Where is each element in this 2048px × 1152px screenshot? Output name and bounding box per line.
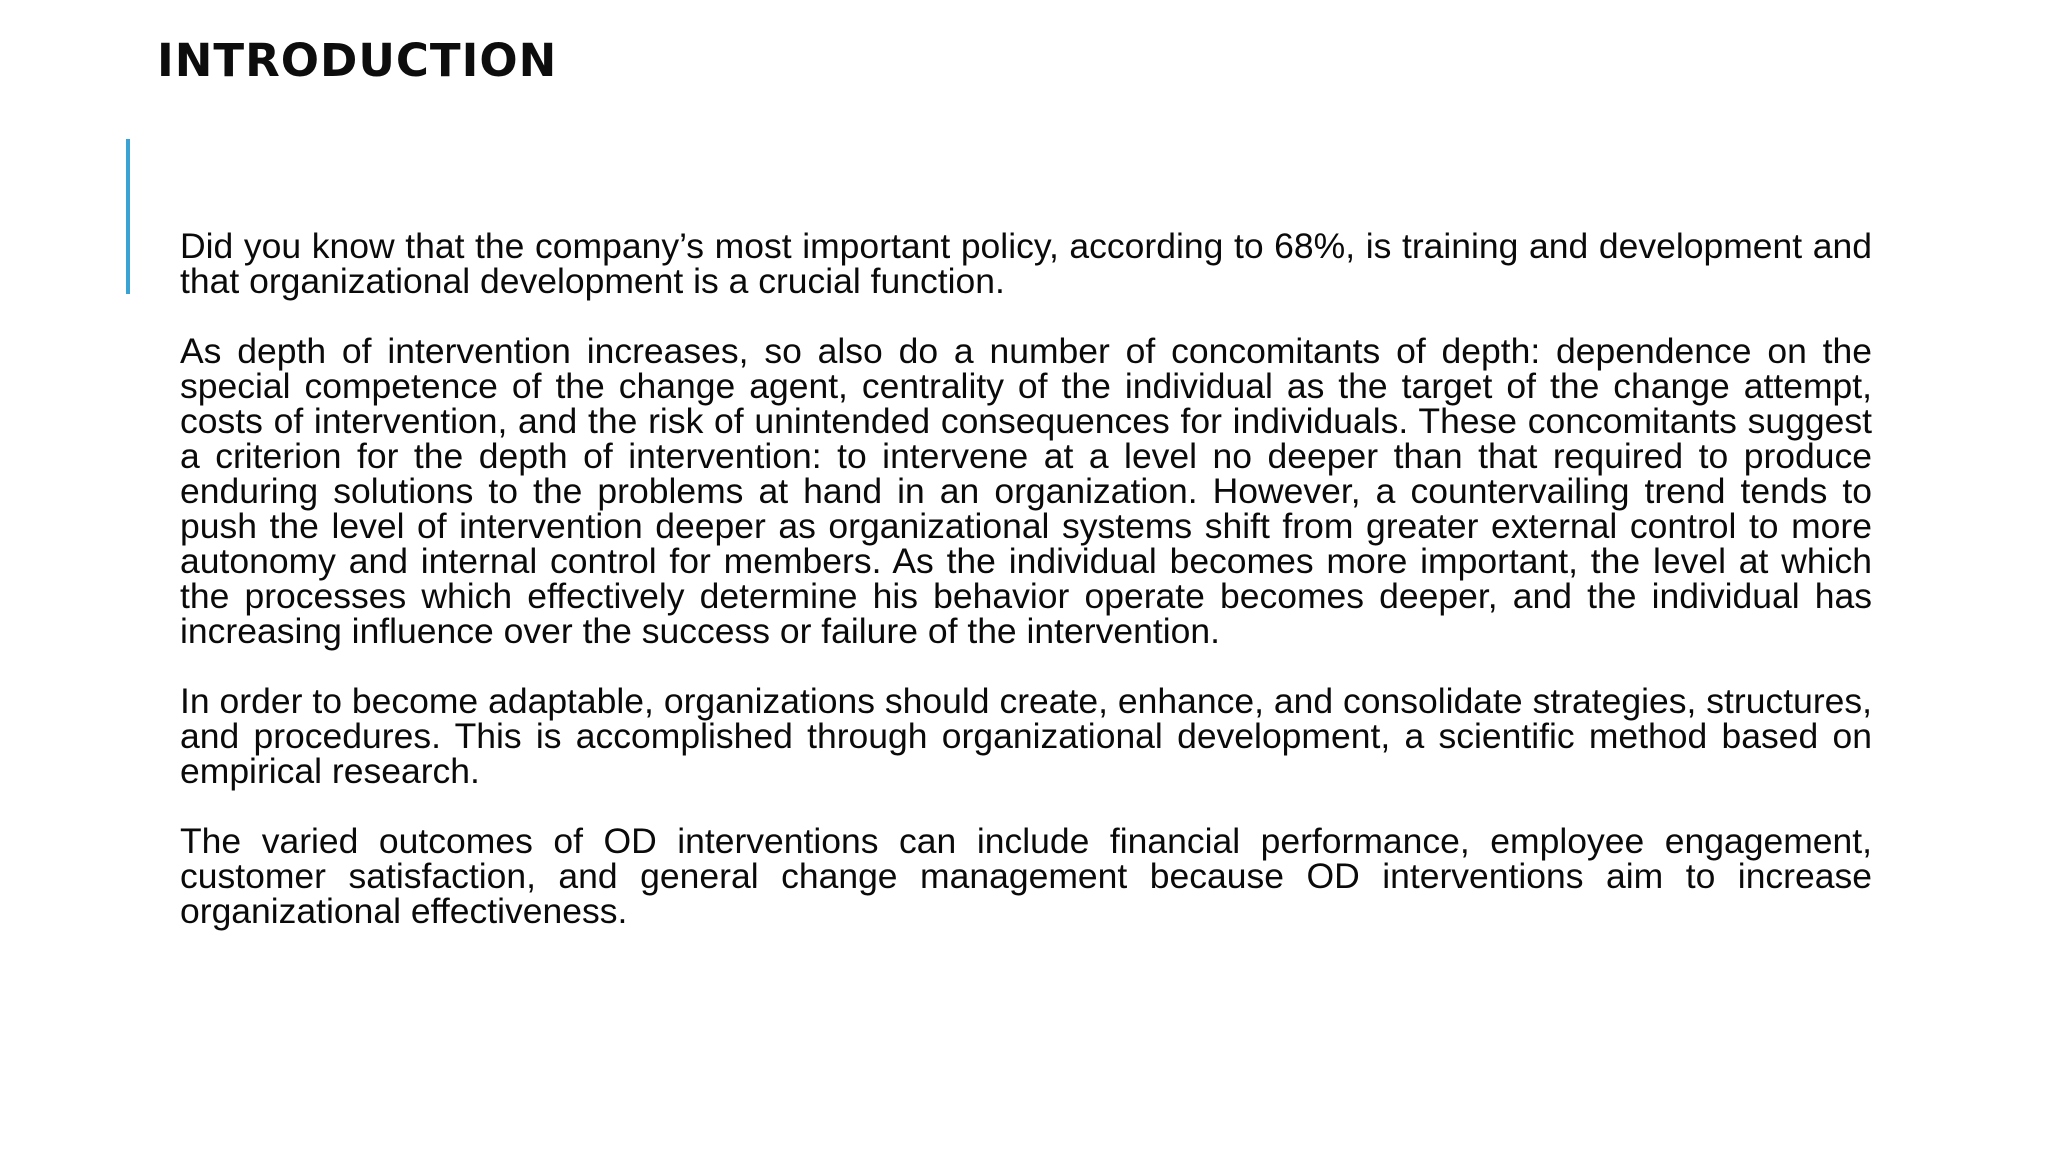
paragraph-od-outcomes: The varied outcomes of OD interventions can include financial performance, employee engagement, customer satisfaction, and general change management because OD interventions aim to increase organizational effectiveness. bbox=[180, 821, 1872, 931]
slide-title: INTRODUCTION bbox=[157, 34, 558, 87]
paragraph-depth-of-intervention: As depth of intervention increases, so also do a number of concomitants of depth: dependence on the special competence of the change agent, centrality of the individual as the target of the change attempt, costs of intervention, and the risk of unintended consequences for individuals. These concomitants suggest a criterion for the depth of intervention: to intervene at a level no deeper than that required to produce enduring solutions to the problems at hand in an organization. However, a countervailing trend tends to push the level of intervention deeper as organizational systems shift from greater external control to more autonomy and internal control for members. As the individual becomes more important, the level at which the processes which effectively determine his behavior operate becomes deeper, and the individual has increasing influence over the success or failure of the intervention. bbox=[180, 331, 1872, 651]
paragraph-adaptability: In order to become adaptable, organizations should create, enhance, and consolidate strategies, structures, and procedures. This is accomplished through organizational development, a scientific method based on empirical research. bbox=[180, 681, 1872, 791]
paragraph-intro: Did you know that the company’s most important policy, according to 68%, is training and development and that organizational development is a crucial function. bbox=[180, 226, 1872, 301]
title-accent-bar bbox=[126, 139, 130, 294]
body-text bbox=[180, 226, 1872, 964]
